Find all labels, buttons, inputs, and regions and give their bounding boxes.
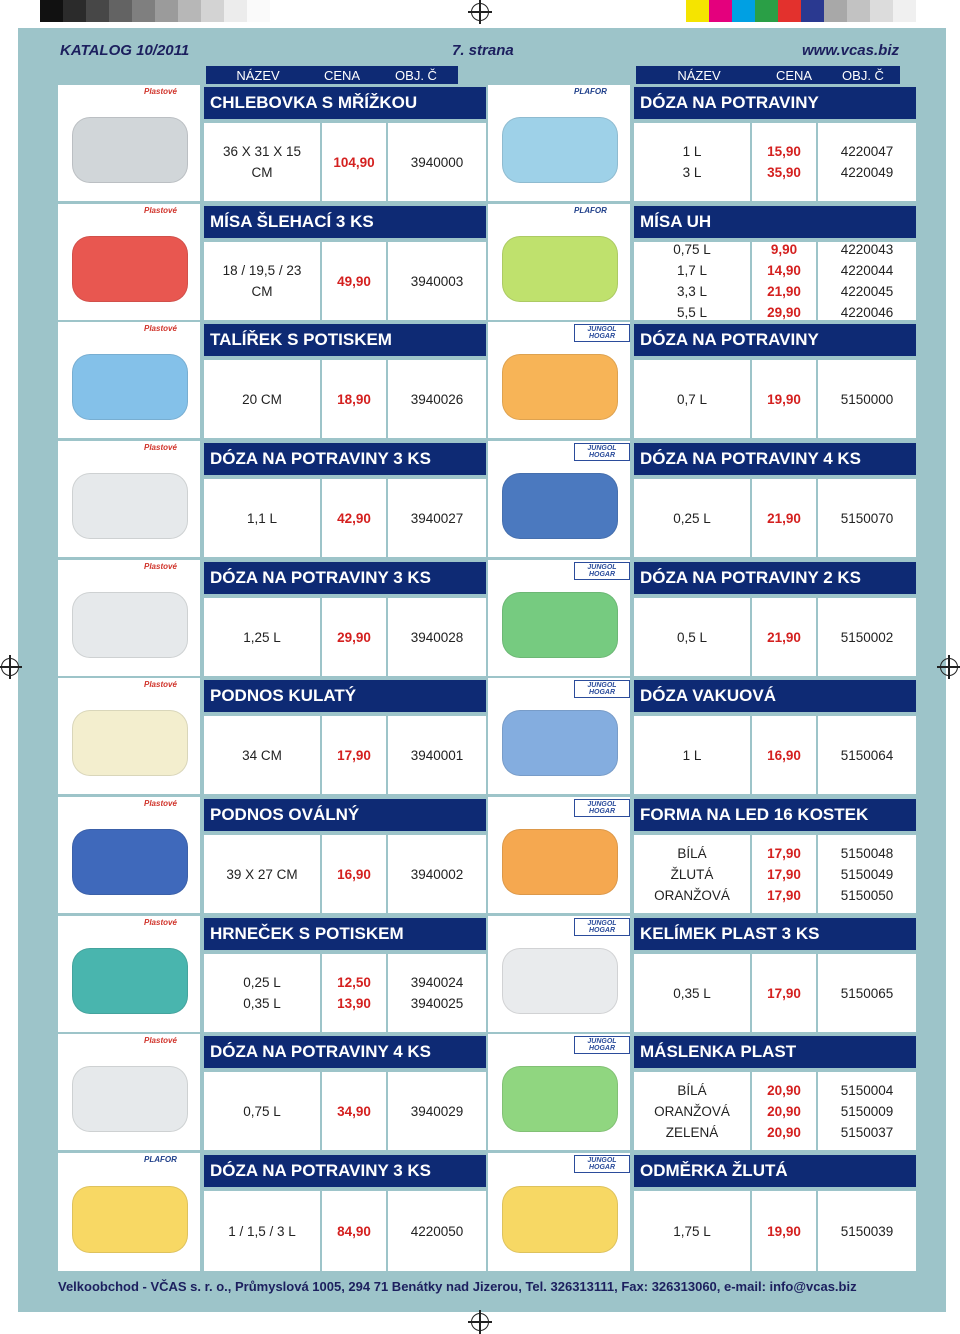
product-data-row — [634, 835, 916, 913]
product-title: PODNOS KULATÝ — [204, 680, 486, 712]
product-title: DÓZA NA POTRAVINY — [634, 87, 916, 119]
product-code-column — [818, 360, 916, 438]
brand-logo: Plastové — [144, 443, 177, 452]
product-code: 3940003 — [410, 273, 464, 289]
product-size-column — [204, 835, 320, 913]
product-section — [58, 678, 486, 794]
product-code: 4220047 — [840, 144, 894, 159]
product-shape — [502, 710, 618, 776]
product-price: 29,90 — [337, 629, 371, 645]
product-title: MÍSA UH — [634, 206, 916, 238]
col-name-header: NÁZEV — [236, 67, 280, 83]
brand-logo: JUNGOL HOGAR — [574, 1036, 630, 1054]
product-size-column — [204, 1191, 320, 1271]
product-data-row — [204, 598, 486, 676]
product-price-column — [322, 1191, 386, 1271]
product-shape — [502, 829, 618, 895]
product-price: 17,90 — [767, 887, 801, 903]
product-code: 3940029 — [410, 1103, 464, 1119]
brand-logo: PLAFOR — [144, 1155, 177, 1164]
product-image — [488, 797, 630, 913]
brand-logo: JUNGOL HOGAR — [574, 1155, 630, 1173]
product-size: 1 L — [682, 144, 702, 159]
product-title: CHLEBOVKA S MŘÍŽKOU — [204, 87, 486, 119]
product-code: 5150048 — [840, 845, 894, 861]
product-size-column — [634, 1191, 750, 1271]
product-section — [488, 85, 916, 201]
product-price: 16,90 — [767, 747, 801, 763]
product-code: 3940002 — [410, 866, 464, 882]
product-title: MÍSA ŠLEHACÍ 3 KS — [204, 206, 486, 238]
product-price: 20,90 — [767, 1082, 801, 1098]
product-size: 0,35 L — [243, 996, 281, 1011]
product-image — [58, 322, 200, 438]
product-data-row — [634, 242, 916, 320]
product-price-column — [752, 360, 816, 438]
product-image — [58, 1153, 200, 1271]
product-code-column — [388, 954, 486, 1032]
product-code-column — [388, 598, 486, 676]
product-size: BÍLÁ — [677, 1082, 707, 1098]
product-code: 5150039 — [840, 1223, 894, 1239]
color-bar — [686, 0, 916, 22]
product-size-column — [204, 242, 320, 320]
product-code-column — [818, 242, 916, 320]
product-section — [488, 1034, 916, 1150]
product-code: 4220043 — [840, 242, 894, 257]
brand-logo: JUNGOL HOGAR — [574, 918, 630, 936]
product-code: 5150037 — [840, 1124, 894, 1140]
product-title: HRNEČEK S POTISKEM — [204, 918, 486, 950]
product-section — [58, 916, 486, 1032]
product-section — [58, 204, 486, 320]
product-shape — [72, 473, 188, 539]
product-price: 9,90 — [770, 242, 798, 257]
product-size: 1 / 1,5 / 3 L — [228, 1223, 296, 1239]
product-size: 1,7 L — [676, 263, 708, 278]
product-title: DÓZA NA POTRAVINY — [634, 324, 916, 356]
product-data-row — [204, 1191, 486, 1271]
product-code: 3940028 — [410, 629, 464, 645]
product-price: 17,90 — [767, 845, 801, 861]
product-image — [58, 678, 200, 794]
product-price: 35,90 — [767, 165, 801, 180]
product-shape — [502, 948, 618, 1014]
product-data-row — [634, 954, 916, 1032]
product-code-column — [388, 1191, 486, 1271]
product-shape — [72, 710, 188, 776]
product-size: 0,75 L — [243, 1103, 281, 1119]
col-order-header: OBJ. Č — [395, 67, 437, 83]
product-data-row — [204, 716, 486, 794]
product-price: 17,90 — [337, 747, 371, 763]
product-title: DÓZA NA POTRAVINY 4 KS — [634, 443, 916, 475]
product-section — [488, 678, 916, 794]
product-title: PODNOS OVÁLNÝ — [204, 799, 486, 831]
product-size: BÍLÁ — [677, 845, 707, 861]
product-code: 5150070 — [840, 510, 894, 526]
product-size: ZELENÁ — [665, 1124, 719, 1140]
product-price: 19,90 — [767, 1223, 801, 1239]
product-size: 1,1 L — [246, 510, 278, 526]
product-code: 3940026 — [410, 391, 464, 407]
product-size: 20 CM — [242, 391, 282, 407]
product-size-column — [204, 716, 320, 794]
product-code-column — [818, 835, 916, 913]
product-price-column — [322, 479, 386, 557]
product-code: 4220049 — [840, 165, 894, 180]
product-price: 13,90 — [337, 996, 371, 1011]
product-code-column — [388, 123, 486, 201]
product-price: 12,50 — [337, 975, 371, 990]
col-price-header: CENA — [775, 67, 813, 83]
product-price: 84,90 — [337, 1223, 371, 1239]
product-code: 5150064 — [840, 747, 894, 763]
product-image — [58, 916, 200, 1032]
product-title: DÓZA VAKUOVÁ — [634, 680, 916, 712]
product-price: 34,90 — [337, 1103, 371, 1119]
product-section — [58, 560, 486, 676]
product-size: 1 L — [682, 747, 702, 763]
product-title: DÓZA NA POTRAVINY 3 KS — [204, 562, 486, 594]
product-image — [58, 797, 200, 913]
product-price-column — [322, 1072, 386, 1150]
product-code: 4220044 — [840, 263, 894, 278]
product-code-column — [388, 479, 486, 557]
product-image — [58, 560, 200, 676]
product-data-row — [634, 1191, 916, 1271]
product-section — [58, 1153, 486, 1271]
registration-mark-bottom — [471, 1313, 489, 1331]
product-price-column — [322, 835, 386, 913]
product-price-column — [322, 360, 386, 438]
product-code-column — [818, 479, 916, 557]
product-size-column — [634, 360, 750, 438]
product-image — [488, 916, 630, 1032]
brand-logo: PLAFOR — [574, 206, 607, 215]
product-section — [488, 322, 916, 438]
website-link[interactable]: www.vcas.biz — [802, 42, 899, 59]
product-size: 0,75 L — [673, 242, 711, 257]
product-shape — [502, 236, 618, 302]
product-data-row — [634, 1072, 916, 1150]
product-code-column — [818, 954, 916, 1032]
product-data-row — [204, 479, 486, 557]
product-image — [488, 441, 630, 557]
product-data-row — [204, 242, 486, 320]
product-size-column — [204, 360, 320, 438]
product-price-column — [752, 954, 816, 1032]
product-shape — [502, 117, 618, 183]
registration-mark-right — [940, 658, 958, 676]
product-section — [58, 1034, 486, 1150]
brand-logo: JUNGOL HOGAR — [574, 799, 630, 817]
product-price: 104,90 — [333, 154, 375, 170]
product-price-column — [322, 242, 386, 320]
product-data-row — [204, 954, 486, 1032]
product-price: 29,90 — [767, 305, 801, 320]
product-price: 21,90 — [767, 629, 801, 645]
grayscale-bar — [40, 0, 270, 22]
product-code-column — [818, 1072, 916, 1150]
product-size: 39 X 27 CM — [226, 866, 298, 882]
product-size-column — [204, 1072, 320, 1150]
brand-logo: Plastové — [144, 1036, 177, 1045]
product-code: 5150065 — [840, 985, 894, 1001]
product-price: 21,90 — [767, 284, 801, 299]
product-code-column — [818, 123, 916, 201]
product-size-column — [204, 598, 320, 676]
brand-logo: Plastové — [144, 680, 177, 689]
product-title: DÓZA NA POTRAVINY 3 KS — [204, 1155, 486, 1187]
product-size-column — [634, 716, 750, 794]
footer-contact: Velkoobchod - VČAS s. r. o., Průmyslová 1005, 294 71 Benátky nad Jizerou, Tel. 326313111, Fax: 326313060, e-mail: info@vcas.biz — [58, 1279, 857, 1294]
product-price: 17,90 — [767, 985, 801, 1001]
product-code-column — [388, 242, 486, 320]
product-size: 0,25 L — [673, 510, 711, 526]
product-size-column — [204, 479, 320, 557]
product-section — [488, 1153, 916, 1271]
product-title: DÓZA NA POTRAVINY 3 KS — [204, 443, 486, 475]
product-shape — [502, 592, 618, 658]
product-code: 5150000 — [840, 391, 894, 407]
product-shape — [502, 354, 618, 420]
product-price-column — [752, 1191, 816, 1271]
registration-mark-left — [1, 658, 19, 676]
product-price-column — [752, 598, 816, 676]
product-section — [488, 797, 916, 913]
product-size: 1,25 L — [243, 629, 281, 645]
product-code: 5150004 — [840, 1082, 894, 1098]
product-image — [58, 441, 200, 557]
product-data-row — [634, 360, 916, 438]
product-size-column — [634, 835, 750, 913]
product-data-row — [204, 360, 486, 438]
product-code-column — [818, 598, 916, 676]
product-shape — [502, 1186, 618, 1253]
product-price: 20,90 — [767, 1103, 801, 1119]
product-image — [488, 204, 630, 320]
column-header-right — [636, 66, 900, 84]
product-shape — [72, 829, 188, 895]
product-code: 5150002 — [840, 629, 894, 645]
product-title: FORMA NA LED 16 KOSTEK — [634, 799, 916, 831]
product-shape — [72, 1186, 188, 1253]
product-code-column — [388, 835, 486, 913]
product-code: 4220050 — [410, 1223, 464, 1239]
product-price: 17,90 — [767, 866, 801, 882]
product-size: 18 / 19,5 / 23 CM — [222, 263, 302, 299]
product-price: 42,90 — [337, 510, 371, 526]
product-size-column — [634, 479, 750, 557]
product-size: ORANŽOVÁ — [654, 887, 730, 903]
product-code: 5150050 — [840, 887, 894, 903]
product-size: 0,7 L — [676, 391, 708, 407]
brand-logo: JUNGOL HOGAR — [574, 443, 630, 461]
product-title: DÓZA NA POTRAVINY 2 KS — [634, 562, 916, 594]
brand-logo: PLAFOR — [574, 87, 607, 96]
product-shape — [72, 236, 188, 302]
brand-logo: Plastové — [144, 799, 177, 808]
product-price-column — [752, 835, 816, 913]
product-data-row — [204, 123, 486, 201]
catalog-label: KATALOG 10/2011 — [60, 42, 190, 59]
product-shape — [72, 948, 188, 1014]
product-data-row — [634, 598, 916, 676]
product-size: 3 L — [682, 165, 702, 180]
product-code-column — [818, 1191, 916, 1271]
product-size: 36 X 31 X 15 CM — [222, 144, 302, 180]
product-price: 14,90 — [767, 263, 801, 278]
product-code: 5150049 — [840, 866, 894, 882]
product-code: 3940024 — [410, 975, 464, 990]
product-price-column — [322, 123, 386, 201]
product-image — [488, 560, 630, 676]
page-number: 7. strana — [452, 42, 514, 59]
product-image — [488, 85, 630, 201]
product-size: 5,5 L — [676, 305, 708, 320]
product-size: 0,25 L — [243, 975, 281, 990]
product-title: DÓZA NA POTRAVINY 4 KS — [204, 1036, 486, 1068]
product-size-column — [204, 954, 320, 1032]
product-code-column — [388, 716, 486, 794]
product-size: 3,3 L — [676, 284, 708, 299]
product-price: 20,90 — [767, 1124, 801, 1140]
product-title: MÁSLENKA PLAST — [634, 1036, 916, 1068]
product-price-column — [752, 479, 816, 557]
product-price-column — [322, 954, 386, 1032]
product-image — [488, 1153, 630, 1271]
product-price: 49,90 — [337, 273, 371, 289]
product-data-row — [634, 479, 916, 557]
product-shape — [502, 473, 618, 539]
product-price: 16,90 — [337, 866, 371, 882]
product-code-column — [818, 716, 916, 794]
product-code: 3940025 — [410, 996, 464, 1011]
brand-logo: Plastové — [144, 562, 177, 571]
product-data-row — [204, 835, 486, 913]
product-size: 0,5 L — [676, 629, 708, 645]
product-code: 5150009 — [840, 1103, 894, 1119]
product-code-column — [388, 1072, 486, 1150]
product-price-column — [752, 1072, 816, 1150]
product-shape — [502, 1066, 618, 1132]
product-price-column — [752, 242, 816, 320]
product-shape — [72, 354, 188, 420]
product-shape — [72, 117, 188, 183]
product-size-column — [634, 954, 750, 1032]
product-section — [58, 441, 486, 557]
brand-logo: Plastové — [144, 324, 177, 333]
product-size-column — [634, 242, 750, 320]
product-title: ODMĚRKA ŽLUTÁ — [634, 1155, 916, 1187]
product-data-row — [634, 123, 916, 201]
col-name-header: NÁZEV — [677, 67, 721, 83]
product-size-column — [634, 598, 750, 676]
product-code-column — [388, 360, 486, 438]
product-code: 3940027 — [410, 510, 464, 526]
col-price-header: CENA — [323, 67, 361, 83]
product-size: ORANŽOVÁ — [654, 1103, 730, 1119]
product-code: 4220045 — [840, 284, 894, 299]
registration-mark-top — [471, 3, 489, 21]
product-shape — [72, 1066, 188, 1132]
product-image — [488, 1034, 630, 1150]
product-section — [488, 441, 916, 557]
product-size-column — [634, 1072, 750, 1150]
product-price: 21,90 — [767, 510, 801, 526]
product-code: 4220046 — [840, 305, 894, 320]
brand-logo: JUNGOL HOGAR — [574, 562, 630, 580]
product-image — [488, 678, 630, 794]
product-price-column — [752, 123, 816, 201]
product-size: ŽLUTÁ — [670, 866, 714, 882]
product-price: 15,90 — [767, 144, 801, 159]
product-section — [58, 85, 486, 201]
product-data-row — [204, 1072, 486, 1150]
product-price: 19,90 — [767, 391, 801, 407]
product-title: TALÍŘEK S POTISKEM — [204, 324, 486, 356]
product-title: KELÍMEK PLAST 3 KS — [634, 918, 916, 950]
brand-logo: Plastové — [144, 206, 177, 215]
product-code: 3940000 — [410, 154, 464, 170]
product-price-column — [752, 716, 816, 794]
product-price: 18,90 — [337, 391, 371, 407]
product-section — [488, 560, 916, 676]
brand-logo: JUNGOL HOGAR — [574, 324, 630, 342]
product-price-column — [322, 598, 386, 676]
product-section — [488, 916, 916, 1032]
col-order-header: OBJ. Č — [842, 67, 884, 83]
product-size-column — [634, 123, 750, 201]
product-section — [58, 797, 486, 913]
brand-logo: Plastové — [144, 87, 177, 96]
product-size: 34 CM — [242, 747, 282, 763]
column-header-left — [206, 66, 458, 84]
product-image — [58, 1034, 200, 1150]
product-section — [488, 204, 916, 320]
product-size: 0,35 L — [673, 985, 711, 1001]
product-image — [58, 85, 200, 201]
product-section — [58, 322, 486, 438]
product-size: 1,75 L — [673, 1223, 711, 1239]
product-code: 3940001 — [410, 747, 464, 763]
product-data-row — [634, 716, 916, 794]
product-price-column — [322, 716, 386, 794]
brand-logo: Plastové — [144, 918, 177, 927]
product-image — [58, 204, 200, 320]
product-size-column — [204, 123, 320, 201]
product-shape — [72, 592, 188, 658]
product-image — [488, 322, 630, 438]
brand-logo: JUNGOL HOGAR — [574, 680, 630, 698]
